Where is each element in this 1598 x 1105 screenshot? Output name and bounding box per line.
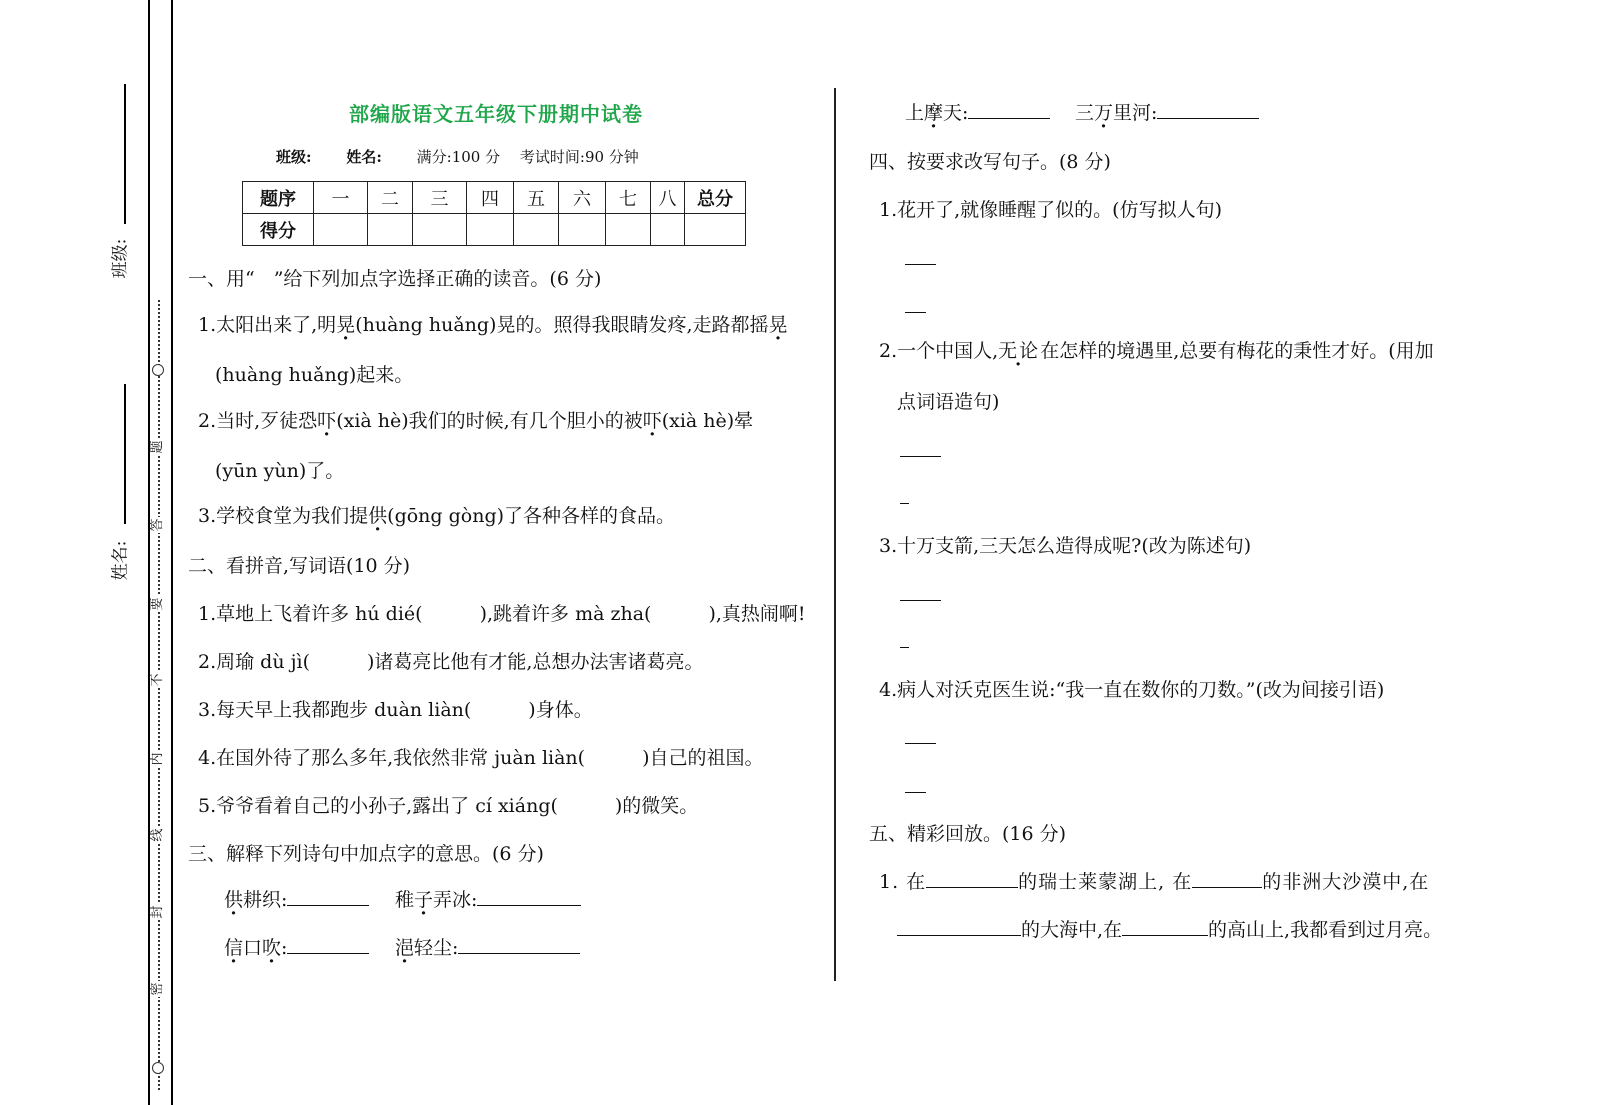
- side-name-blank: [124, 384, 126, 524]
- section-1-heading: 一、用“ ”给下列加点字选择正确的读音。(6 分): [188, 268, 602, 290]
- dotted-char: 摩: [924, 102, 944, 124]
- seal-char: 密: [150, 982, 165, 996]
- s3-item-a: [224, 885, 369, 912]
- seal-dotted-line: [158, 300, 160, 1090]
- dotted-char: 吹: [262, 937, 282, 959]
- dotted-char: 吓: [317, 410, 337, 432]
- answer-line[interactable]: [905, 264, 936, 265]
- s4-q2-line1: [879, 336, 1434, 363]
- dotted-char: 吓: [642, 410, 662, 432]
- meta-name: 姓名:: [346, 148, 382, 166]
- seal-char: 题: [150, 440, 165, 454]
- score-cell: 四: [467, 182, 514, 214]
- section-5-heading: 五、精彩回放。(16 分): [869, 823, 1067, 845]
- score-input[interactable]: [314, 214, 368, 246]
- s5-q1-line2: [897, 915, 1442, 942]
- s4-q4: 4.病人对沃克医生说:“我一直在数你的刀数。”(改为间接引语): [879, 679, 1385, 701]
- s5-q1-line1: [879, 867, 1429, 894]
- answer-blank[interactable]: [287, 935, 369, 954]
- seal-char: 内: [150, 752, 165, 766]
- answer-line[interactable]: [900, 456, 941, 457]
- score-input[interactable]: [413, 214, 467, 246]
- score-cell: 一: [314, 182, 368, 214]
- dotted-char: 晃: [768, 314, 788, 336]
- text: 2.一个中国人,: [879, 340, 999, 362]
- score-input[interactable]: [559, 214, 606, 246]
- answer-blank[interactable]: [1192, 869, 1262, 888]
- seal-circle-bottom: [152, 1062, 164, 1074]
- answer-blank[interactable]: [1122, 917, 1208, 936]
- text: 的高山上,我都看到过月亮。: [1208, 919, 1443, 941]
- score-cell: 七: [606, 182, 651, 214]
- s2-q4: 4.在国外待了那么多年,我依然非常 juàn liàn( )自己的祖国。: [198, 747, 764, 769]
- dotted-char: 晃: [336, 314, 356, 336]
- text: (huàng huǎng)晃的。照得我眼睛发疼,走路都摇: [355, 314, 769, 336]
- s3-item-b: [395, 885, 581, 912]
- answer-line[interactable]: [900, 647, 909, 648]
- section-2-heading: 二、看拼音,写词语(10 分): [188, 555, 411, 577]
- dotted-char: 子: [414, 889, 434, 911]
- binding-line-left: [148, 0, 150, 1105]
- score-cell: 五: [514, 182, 559, 214]
- s3-item-f: [1075, 98, 1259, 125]
- binding-line-right: [171, 0, 173, 1105]
- text: (gōng gòng)了各种各样的食品。: [387, 505, 676, 527]
- score-cell: 六: [559, 182, 606, 214]
- s1-q2-line2: (yūn yùn)了。: [215, 460, 345, 482]
- text: 的大海中,在: [1021, 919, 1123, 941]
- score-cell: 二: [368, 182, 413, 214]
- score-cell: 八: [651, 182, 685, 214]
- text: 的非洲大沙漠中,在: [1262, 871, 1430, 893]
- seal-char: 封: [150, 905, 165, 919]
- text: (xià hè)晕: [661, 410, 754, 432]
- answer-blank[interactable]: [897, 917, 1021, 936]
- s2-q3: 3.每天早上我都跑步 duàn liàn( )身体。: [198, 699, 593, 721]
- answer-blank[interactable]: [1157, 100, 1259, 119]
- seal-circle-top: [152, 364, 164, 376]
- s1-q1-line2: (huàng huǎng)起来。: [215, 364, 414, 386]
- page-title: 部编版语文五年级下册期中试卷: [349, 102, 643, 126]
- score-table-row: [243, 214, 746, 246]
- text: 三: [1075, 102, 1095, 124]
- score-cell: 题序: [243, 182, 314, 214]
- text: 3.学校食堂为我们提: [198, 505, 369, 527]
- s1-q3: [198, 501, 675, 528]
- dotted-char: 供: [224, 889, 244, 911]
- answer-blank[interactable]: [968, 100, 1050, 119]
- text: 里河:: [1113, 102, 1158, 124]
- answer-blank[interactable]: [287, 887, 369, 906]
- section-4-heading: 四、按要求改写句子。(8 分): [869, 151, 1111, 173]
- s1-q2-line1: [198, 406, 753, 433]
- score-table-row: [243, 182, 746, 214]
- meta-exam-time: 考试时间:90 分钟: [519, 148, 639, 166]
- text: 1. 在: [879, 871, 927, 893]
- score-input[interactable]: [514, 214, 559, 246]
- text: 弄冰:: [433, 889, 478, 911]
- s1-q1-line1: [198, 310, 788, 337]
- text: 在怎样的境遇里,总要有梅花的秉性才好。(用加: [1040, 340, 1434, 362]
- answer-line[interactable]: [900, 600, 941, 601]
- answer-blank[interactable]: [926, 869, 1018, 888]
- s3-item-c: [224, 933, 369, 960]
- text: (xià hè)我们的时候,有几个胆小的被: [336, 410, 643, 432]
- answer-line[interactable]: [905, 312, 926, 313]
- text: :: [281, 937, 288, 959]
- dotted-word: 无论: [998, 340, 1041, 362]
- seal-char: 答: [150, 518, 165, 532]
- score-table: [242, 181, 746, 246]
- answer-line[interactable]: [905, 792, 926, 793]
- score-input[interactable]: [685, 214, 746, 246]
- meta-full-score: 满分:100 分: [416, 148, 501, 166]
- answer-blank[interactable]: [458, 935, 580, 954]
- exam-meta: [276, 146, 639, 167]
- text: 轻尘:: [414, 937, 459, 959]
- s2-q2: 2.周瑜 dù jì( )诸葛亮比他有才能,总想办法害诸葛亮。: [198, 651, 704, 673]
- side-class-blank: [124, 84, 126, 224]
- dotted-char: 浥: [395, 937, 415, 959]
- score-input[interactable]: [606, 214, 651, 246]
- seal-char: 不: [150, 673, 165, 687]
- s3-item-d: [395, 933, 580, 960]
- side-name-label: 姓名:: [110, 540, 131, 581]
- section-3-heading: 三、解释下列诗句中加点字的意思。(6 分): [188, 843, 544, 865]
- s4-q3: 3.十万支箭,三天怎么造得成呢?(改为陈述句): [879, 535, 1252, 557]
- score-input[interactable]: [368, 214, 413, 246]
- score-cell: 总分: [685, 182, 746, 214]
- answer-line[interactable]: [905, 743, 936, 744]
- s2-q1: 1.草地上飞着许多 hú dié( ),跳着许多 mà zha( ),真热闹啊!: [198, 603, 806, 625]
- s3-item-e: [905, 98, 1050, 125]
- dotted-char: 供: [368, 505, 388, 527]
- meta-class: 班级:: [276, 148, 312, 166]
- answer-blank[interactable]: [477, 887, 581, 906]
- score-cell: 三: [413, 182, 467, 214]
- text: 的瑞士莱蒙湖上, 在: [1018, 871, 1193, 893]
- s4-q1: 1.花开了,就像睡醒了似的。(仿写拟人句): [879, 199, 1222, 221]
- text: 1.太阳出来了,明: [198, 314, 337, 336]
- answer-line[interactable]: [900, 503, 909, 504]
- text: 口: [243, 937, 263, 959]
- text: 天:: [943, 102, 969, 124]
- text: 上: [905, 102, 925, 124]
- score-input[interactable]: [467, 214, 514, 246]
- text: 耕织:: [243, 889, 288, 911]
- seal-char: 线: [150, 828, 165, 842]
- seal-char: 要: [150, 597, 165, 611]
- s2-q5: 5.爷爷看着自己的小孙子,露出了 cí xiáng( )的微笑。: [198, 795, 699, 817]
- text: 稚: [395, 889, 415, 911]
- dotted-char: 信: [224, 937, 244, 959]
- s4-q2-line2: 点词语造句): [897, 391, 1000, 413]
- score-cell: 得分: [243, 214, 314, 246]
- column-divider: [834, 88, 836, 981]
- text: 2.当时,歹徒恐: [198, 410, 318, 432]
- side-class-label: 班级:: [110, 238, 131, 279]
- score-input[interactable]: [651, 214, 685, 246]
- dotted-char: 万: [1094, 102, 1114, 124]
